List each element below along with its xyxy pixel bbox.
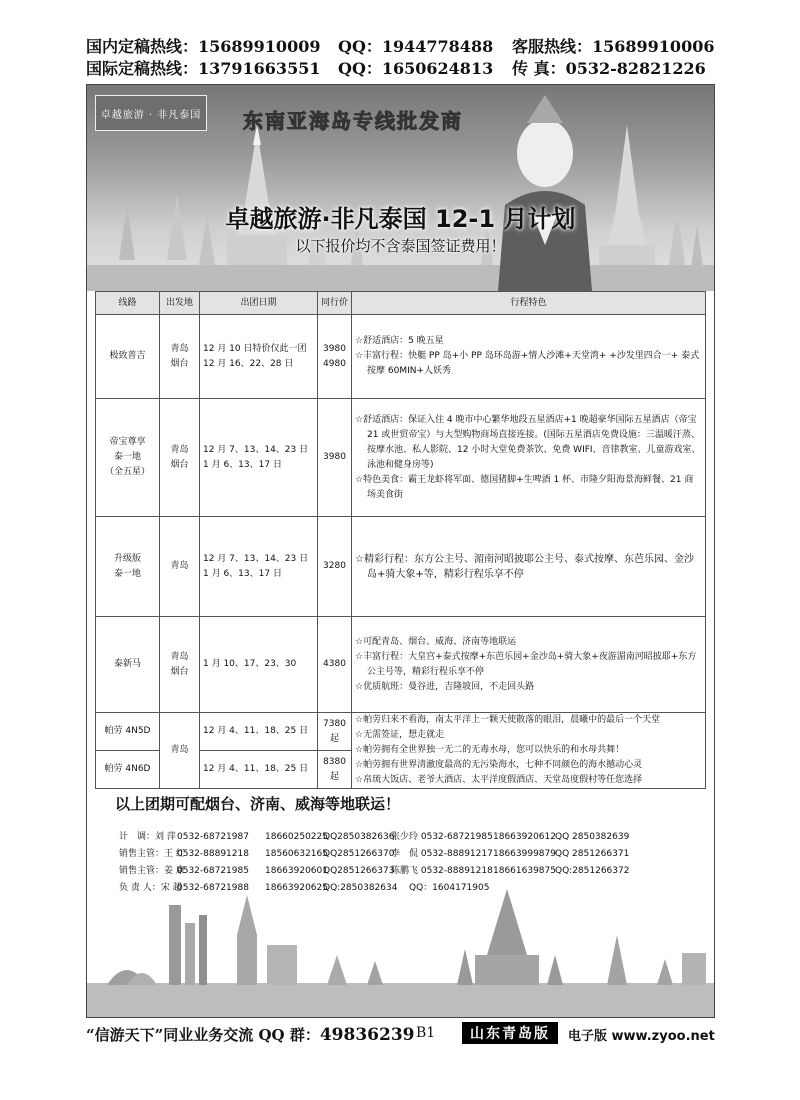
price: 8380 起 <box>318 751 352 789</box>
advertisement-frame <box>86 84 715 1018</box>
route-name: 泰新马 <box>96 617 160 713</box>
route-name: 升级版 泰一地 <box>96 517 160 617</box>
route-name: 帝宝尊享 泰一地 （全五星） <box>96 399 160 517</box>
table-header-row <box>96 292 706 315</box>
joint-transport-note: 以上团期可配烟台、济南、威海等地联运！ <box>115 795 401 813</box>
qq-group: “信游天下”同业业务交流 QQ 群：49836239 <box>86 1025 415 1045</box>
table-row <box>96 713 706 751</box>
brand-logo: 卓越旅游 · 非凡泰国 <box>95 95 207 131</box>
itinerary-features: ☆可配青岛、烟台、威海、济南等地联运 ☆丰富行程：大皇宫+泰式按摩+东芭乐园+金沙岛+骑大象+夜游湄南河昭披耶+东方公主号等，精彩行程乐享不停 ☆优质航班：曼谷进，吉隆坡回，不走回头路 <box>352 617 706 713</box>
departure-dates: 12 月 10 日特价仅此一团 12 月 16、22、28 日 <box>200 315 318 399</box>
hotline-row-domestic <box>86 36 716 58</box>
itinerary-features: ☆帕劳归来不看海，南太平洋上一颗天使散落的眼泪，晨曦中的最后一个天堂 ☆无需签证，想走就走 ☆帕劳拥有全世界独一无二的无毒水母，您可以快乐的和水母共舞！ ☆帕劳拥有世界清澈度最高的无污染海水，七种不同颜色的海水撼动心灵 ☆帛琉大饭店、老爷大酒店、太平洋度假酒店、天堂岛度假村等任您选择 <box>352 713 706 789</box>
hotline-row-international <box>86 58 716 80</box>
price: 7380 起 <box>318 713 352 751</box>
footer <box>86 1022 716 1046</box>
route-name: 极致普吉 <box>96 315 160 399</box>
itinerary-features: ☆舒适酒店：保证入住 4 晚市中心繁华地段五星酒店+1 晚超豪华国际五星酒店（帝宝 21 或世贸帝宝）与大型购物商场直接连接。(国际五星酒店免费设施：三温暖汗蒸、按摩水池、私人影院、12 小时大堂免费茶饮、免费 WIFI、音律教室、儿童游戏室、泳池和健身房等) ☆特色美食：霸王龙虾将军面、德国猪脚+生啤酒 1 杯、市隆夕阳海景海鲜餐、21 商场美食街 <box>352 399 706 517</box>
main-title: 卓越旅游·非凡泰国 12-1 月计划 <box>225 205 576 233</box>
header-dates: 出团日期 <box>200 292 318 315</box>
contact-row: 计 调：刘 萍 0532-68721987 18660250225 QQ2850382636 张少玲 0532-68721985 18663920612 QQ 2850382639 <box>119 832 630 842</box>
route-name: 帕劳 4N6D <box>96 751 160 789</box>
itinerary-features: ☆精彩行程：东方公主号、湄南河昭披耶公主号、泰式按摩、东芭乐园、金沙岛+骑大象+等，精彩行程乐享不停 <box>352 517 706 617</box>
international-hotline: 国际定稿热线：13791663551 <box>86 59 321 78</box>
page-number: B1 <box>416 1025 436 1041</box>
skyline-illustration <box>87 875 714 1017</box>
banner <box>87 85 714 291</box>
hotlines <box>86 36 716 80</box>
price: 4380 <box>318 617 352 713</box>
price: 3980 <box>318 399 352 517</box>
departure-dates: 1 月 10、17、23、30 <box>200 617 318 713</box>
contact-row: 负 责 人：宋 超 0532-68721988 18663920625 QQ:2850382634 QQ：1604171905 <box>119 883 490 893</box>
departure-city: 青岛 烟台 <box>160 399 200 517</box>
contact-row: 销售主管：姜 康 0532-68721985 18663920601 QQ2851266373 陈鹏飞 0532-88891218 18661639875 QQ:2851266372 <box>119 866 630 876</box>
service-hotline: 客服热线：15689910006 <box>512 37 715 56</box>
departure-dates: 12 月 4、11、18、25 日 <box>200 713 318 751</box>
departure-city: 青岛 烟台 <box>160 617 200 713</box>
table-row <box>96 517 706 617</box>
international-qq: QQ：1650624813 <box>338 59 494 78</box>
departure-city: 青岛 <box>160 517 200 617</box>
domestic-qq: QQ：1944778488 <box>338 37 494 56</box>
route-name: 帕劳 4N5D <box>96 713 160 751</box>
website-link[interactable]: 电子版 www.zyoo.net <box>568 1029 715 1044</box>
contact-row: 销售主管：王 红 0532-88891218 18560632165 QQ2851266370 李 侃 0532-88891217 18663999879 QQ 2851266371 <box>119 849 630 859</box>
table-row <box>96 399 706 517</box>
header-price: 同行价 <box>318 292 352 315</box>
header-depart: 出发地 <box>160 292 200 315</box>
header-features: 行程特色 <box>352 292 706 315</box>
schedule-table <box>95 291 706 789</box>
price: 3280 <box>318 517 352 617</box>
departure-dates: 12 月 4、11、18、25 日 <box>200 751 318 789</box>
departure-city: 青岛 <box>160 713 200 789</box>
qq-group-number: 49836239 <box>319 1025 415 1045</box>
table-row <box>96 315 706 399</box>
departure-dates: 12 月 7、13、14、23 日 1 月 6、13、17 日 <box>200 399 318 517</box>
edition-label: 山东青岛版 <box>462 1022 558 1044</box>
domestic-hotline: 国内定稿热线：15689910009 <box>86 37 321 56</box>
departure-dates: 12 月 7、13、14、23 日 1 月 6、13、17 日 <box>200 517 318 617</box>
price: 3980 4980 <box>318 315 352 399</box>
visa-note: 以下报价均不含泰国签证费用！ <box>295 237 506 255</box>
table-row <box>96 617 706 713</box>
departure-city: 青岛 烟台 <box>160 315 200 399</box>
header-route: 线路 <box>96 292 160 315</box>
fax-number: 传 真：0532-82821226 <box>512 59 706 78</box>
slogan: 东南亚海岛专线批发商 <box>243 109 463 133</box>
itinerary-features: ☆舒适酒店：5 晚五星 ☆丰富行程：快艇 PP 岛+小 PP 岛环岛游+情人沙滩+天堂湾+ +沙发里四合一+ 泰式按摩 60MIN+人妖秀 <box>352 315 706 399</box>
